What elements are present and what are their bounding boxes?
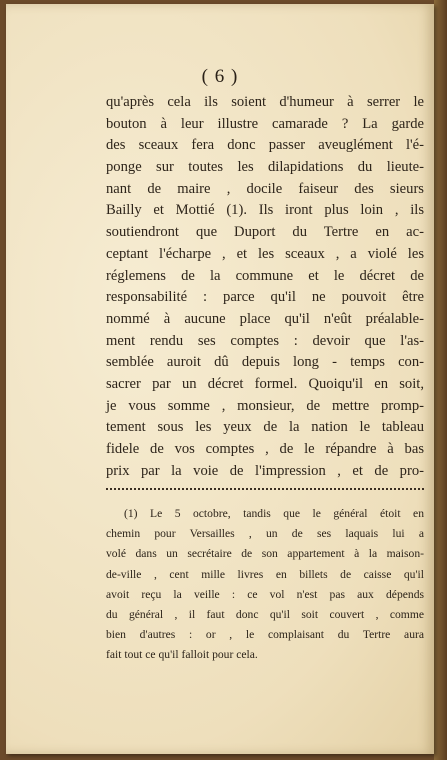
text-line: prix par la voie de l'impression , et de pro-	[106, 462, 424, 479]
text-line: qu'après cela ils soient d'humeur à serrer le	[106, 94, 424, 110]
text-line: ment rendu ses comptes : devoir que l'as-	[106, 332, 424, 349]
footnote-line: chemin pour Versailles , un de ses laquais lui a	[106, 527, 424, 541]
text-line: semblée auroit dû depuis long - temps con-	[106, 354, 424, 371]
text-line: Bailly et Mottié (1). Ils iront plus loin , ils	[106, 202, 424, 219]
footnote-line: volé dans un secrétaire de son appartement à la maison-	[106, 547, 424, 561]
footnote-rule	[106, 488, 424, 490]
footnote	[106, 504, 424, 666]
footnote-line: (1) Le 5 octobre, tandis que le général étoit en	[124, 507, 424, 520]
text-line: je vous somme , monsieur, de mettre promp-	[106, 397, 424, 414]
book-page	[6, 4, 434, 754]
main-text	[106, 92, 424, 482]
footnote-line: avoit reçu la veille : ce vol n'est pas aux dépends	[106, 587, 424, 601]
page-number: ( 6 )	[201, 66, 239, 87]
text-line: nommé à aucune place qu'il n'eût préalable-	[106, 310, 424, 327]
text-line: nant de maire , docile faiseur des sieurs	[106, 180, 424, 197]
text-line: sacrer par un décret formel. Quoiqu'il en soit,	[106, 375, 424, 392]
footnote-line: de-ville , cent mille livres en billets de caisse qu'il	[106, 567, 424, 581]
footnote-line: bien d'autres : or , le complaisant du Tertre aura	[106, 628, 424, 642]
footnote-line: fait tout ce qu'il falloit pour cela.	[106, 648, 258, 662]
text-line: ponge sur toutes les dilapidations du lieute-	[106, 159, 424, 176]
text-line: des sceaux fera donc passer aveuglément l'é-	[106, 137, 424, 154]
text-line: soutiendront que Duport du Tertre en ac-	[106, 224, 424, 241]
text-line: ceptant l'écharpe , et les sceaux , a violé les	[106, 245, 424, 262]
text-line: tement sous les yeux de la nation le tableau	[106, 419, 424, 436]
text-line: fidele de vos comptes , de le répandre à bas	[106, 441, 424, 457]
text-line: réglemens de la commune et le décret de	[106, 267, 424, 284]
text-line: bouton à leur illustre camarade ? La garde	[106, 115, 424, 132]
book-edge	[434, 0, 447, 760]
text-line: responsabilité : parce qu'il ne pouvoit être	[106, 289, 424, 306]
footnote-line: du général , il faut donc qu'il soit couvert , comme	[106, 607, 424, 621]
